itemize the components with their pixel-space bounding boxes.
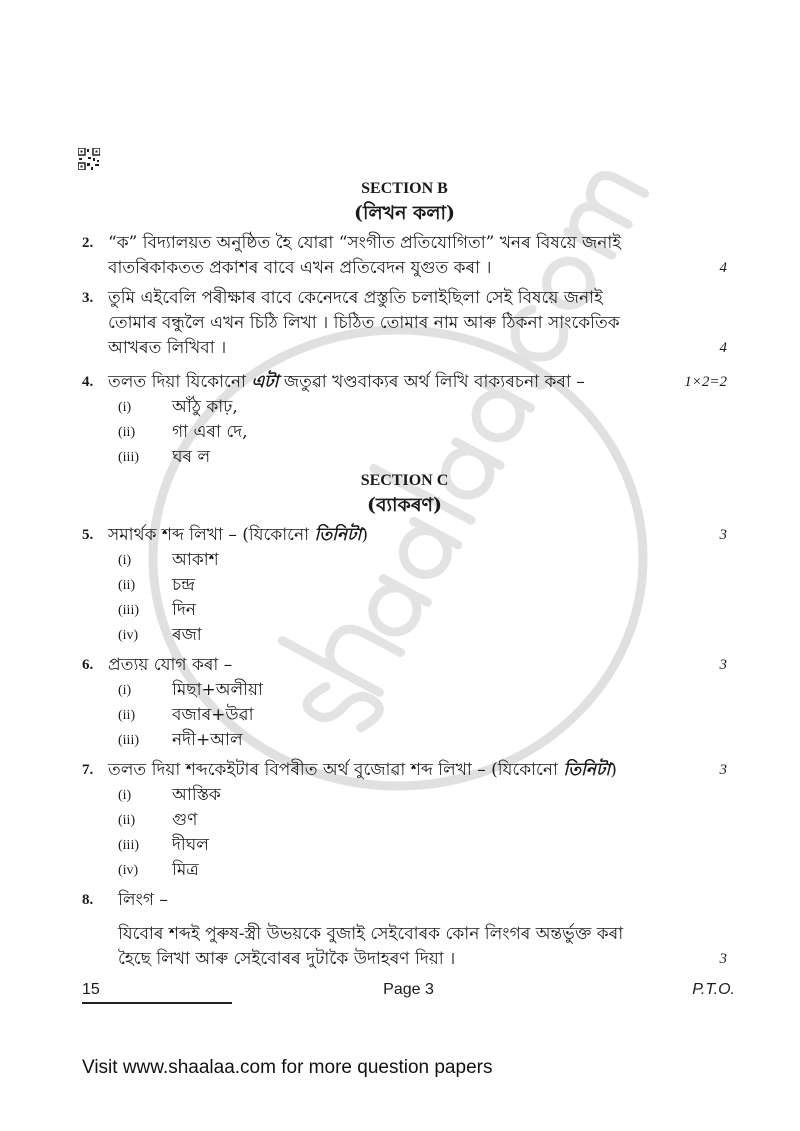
question-marks: 1×2=2 — [684, 374, 727, 390]
item-text: নদী+আল — [172, 730, 243, 750]
question-text — [108, 758, 657, 783]
list-item — [82, 703, 727, 728]
list-item — [82, 598, 727, 623]
question-marks: 4 — [719, 260, 727, 276]
text-part: তলত দিয়া শব্দকেইটাৰ বিপৰীত অৰ্থ বুজোৱা শব্দ লিখা – (যিকোনো — [108, 760, 564, 780]
section-b-title: SECTION B — [361, 180, 448, 197]
section-c-title: SECTION C — [360, 472, 449, 489]
item-text: আঁঠু কাঢ়, — [172, 397, 238, 417]
item-text: বজাৰ+উৱা — [172, 705, 254, 725]
item-label: (iv) — [118, 863, 139, 878]
text-part: তলত দিয়া যিকোনো — [108, 372, 252, 392]
question-2 — [82, 231, 727, 281]
list-item — [82, 678, 727, 703]
question-number: 5. — [82, 527, 94, 543]
question-heading: লিংগ – — [118, 890, 168, 910]
text-part: ) — [361, 525, 368, 545]
item-text: মিত্ৰ — [172, 860, 199, 880]
item-text: চন্দ্ৰ — [172, 575, 195, 595]
question-number: 2. — [82, 235, 94, 251]
question-marks: 3 — [719, 762, 727, 778]
paper-code: 15 — [82, 980, 232, 1004]
item-label: (iii) — [118, 838, 139, 853]
item-label: (ii) — [118, 813, 136, 828]
text-part: ) — [610, 760, 617, 780]
item-label: (i) — [118, 400, 132, 415]
item-label: (ii) — [118, 425, 136, 440]
question-text — [108, 231, 657, 281]
item-label: (iii) — [118, 603, 139, 618]
question-number: 7. — [82, 762, 94, 778]
question-6 — [82, 653, 727, 678]
list-item — [82, 623, 727, 648]
list-item — [82, 548, 727, 573]
question-8-body — [82, 922, 727, 972]
item-label: (i) — [118, 553, 132, 568]
item-label: (i) — [118, 788, 132, 803]
list-item — [82, 395, 727, 420]
item-label: (ii) — [118, 578, 136, 593]
item-text: আকাশ — [172, 550, 219, 570]
question-text — [108, 523, 657, 548]
text-part: জতুৱা খণ্ডবাক্যৰ অৰ্থ লিখি বাক্যৰচনা কৰা – — [278, 372, 585, 392]
item-label: (ii) — [118, 708, 136, 723]
question-marks: 3 — [719, 657, 727, 673]
page-footer — [82, 980, 735, 1004]
question-line: হৈছে লিখা আৰু সেইবোৰৰ দুটাকৈ উদাহৰণ দিয়া । — [118, 949, 456, 969]
emphasis: তিনিটা — [314, 525, 362, 545]
list-item — [82, 445, 727, 470]
item-label: (iii) — [118, 450, 139, 465]
item-text: দিন — [172, 600, 196, 620]
question-text — [108, 370, 657, 395]
question-line: যিবোৰ শব্দই পুৰুষ-স্ত্ৰী উভয়কে বুজাই সেইবোৰক কোন লিংগৰ অন্তৰ্ভুক্ত কৰা — [118, 924, 624, 944]
list-item — [82, 728, 727, 753]
question-number: 3. — [82, 290, 94, 306]
list-item — [82, 573, 727, 598]
question-text: প্ৰত্যয় যোগ কৰা – — [108, 655, 233, 675]
item-text: আস্তিক — [172, 785, 221, 805]
question-4 — [82, 370, 727, 395]
question-text — [108, 286, 657, 361]
question-3 — [82, 286, 727, 361]
item-label: (iv) — [118, 628, 139, 643]
question-line: আখৰত লিখিবা । — [108, 338, 227, 358]
list-item — [82, 420, 727, 445]
section-c-subtitle: (ব্যাকৰণ) — [366, 494, 443, 516]
question-number: 4. — [82, 374, 94, 390]
emphasis: এটা — [251, 372, 279, 392]
emphasis: তিনিটা — [563, 760, 611, 780]
question-number: 6. — [82, 657, 94, 673]
question-marks: 3 — [719, 951, 727, 967]
item-text: ঘৰ ল — [172, 447, 211, 467]
question-line: তোমাৰ বন্ধুলৈ এখন চিঠি লিখা । চিঠিত তোমাৰ নাম আৰু ঠিকনা সাংকেতিক — [108, 313, 620, 333]
text-part: সমাৰ্থক শব্দ লিখা – (যিকোনো — [108, 525, 315, 545]
question-paper-page — [82, 0, 735, 1110]
promo-link[interactable]: Visit www.shaalaa.com for more question papers — [82, 1057, 493, 1078]
question-marks: 3 — [719, 527, 727, 543]
list-item — [82, 808, 727, 833]
question-line: “ক” বিদ্যালয়ত অনুষ্ঠিত হৈ যোৱা “সংগীত প্ৰতিযোগিতা” খনৰ বিষয়ে জনাই — [108, 233, 622, 253]
item-label: (i) — [118, 683, 132, 698]
question-line: তুমি এইবেলি পৰীক্ষাৰ বাবে কেনেদৰে প্ৰস্তুতি চলাইছিলা সেই বিষয়ে জনাই — [108, 288, 603, 308]
question-7 — [82, 758, 727, 783]
item-text: গুণ — [172, 810, 198, 830]
section-b-subtitle: (লিখন কলা) — [354, 202, 455, 224]
list-item — [82, 833, 727, 858]
question-line: বাতৰিকাকতত প্ৰকাশৰ বাবে এখন প্ৰতিবেদন যুগুত কৰা । — [108, 258, 492, 278]
item-text: ৰজা — [172, 625, 202, 645]
question-number: 8. — [82, 892, 94, 908]
item-text: মিছা+অলীয়া — [172, 680, 263, 700]
page-number: Page 3 — [383, 981, 434, 998]
question-8 — [82, 888, 727, 913]
question-text — [118, 922, 667, 972]
question-marks: 4 — [719, 340, 727, 356]
item-text: গা এৰা দে, — [172, 422, 248, 442]
question-5 — [82, 523, 727, 548]
item-label: (iii) — [118, 733, 139, 748]
item-text: দীঘল — [172, 835, 209, 855]
pto-label: P.T.O. — [692, 981, 735, 998]
list-item — [82, 858, 727, 883]
list-item — [82, 783, 727, 808]
